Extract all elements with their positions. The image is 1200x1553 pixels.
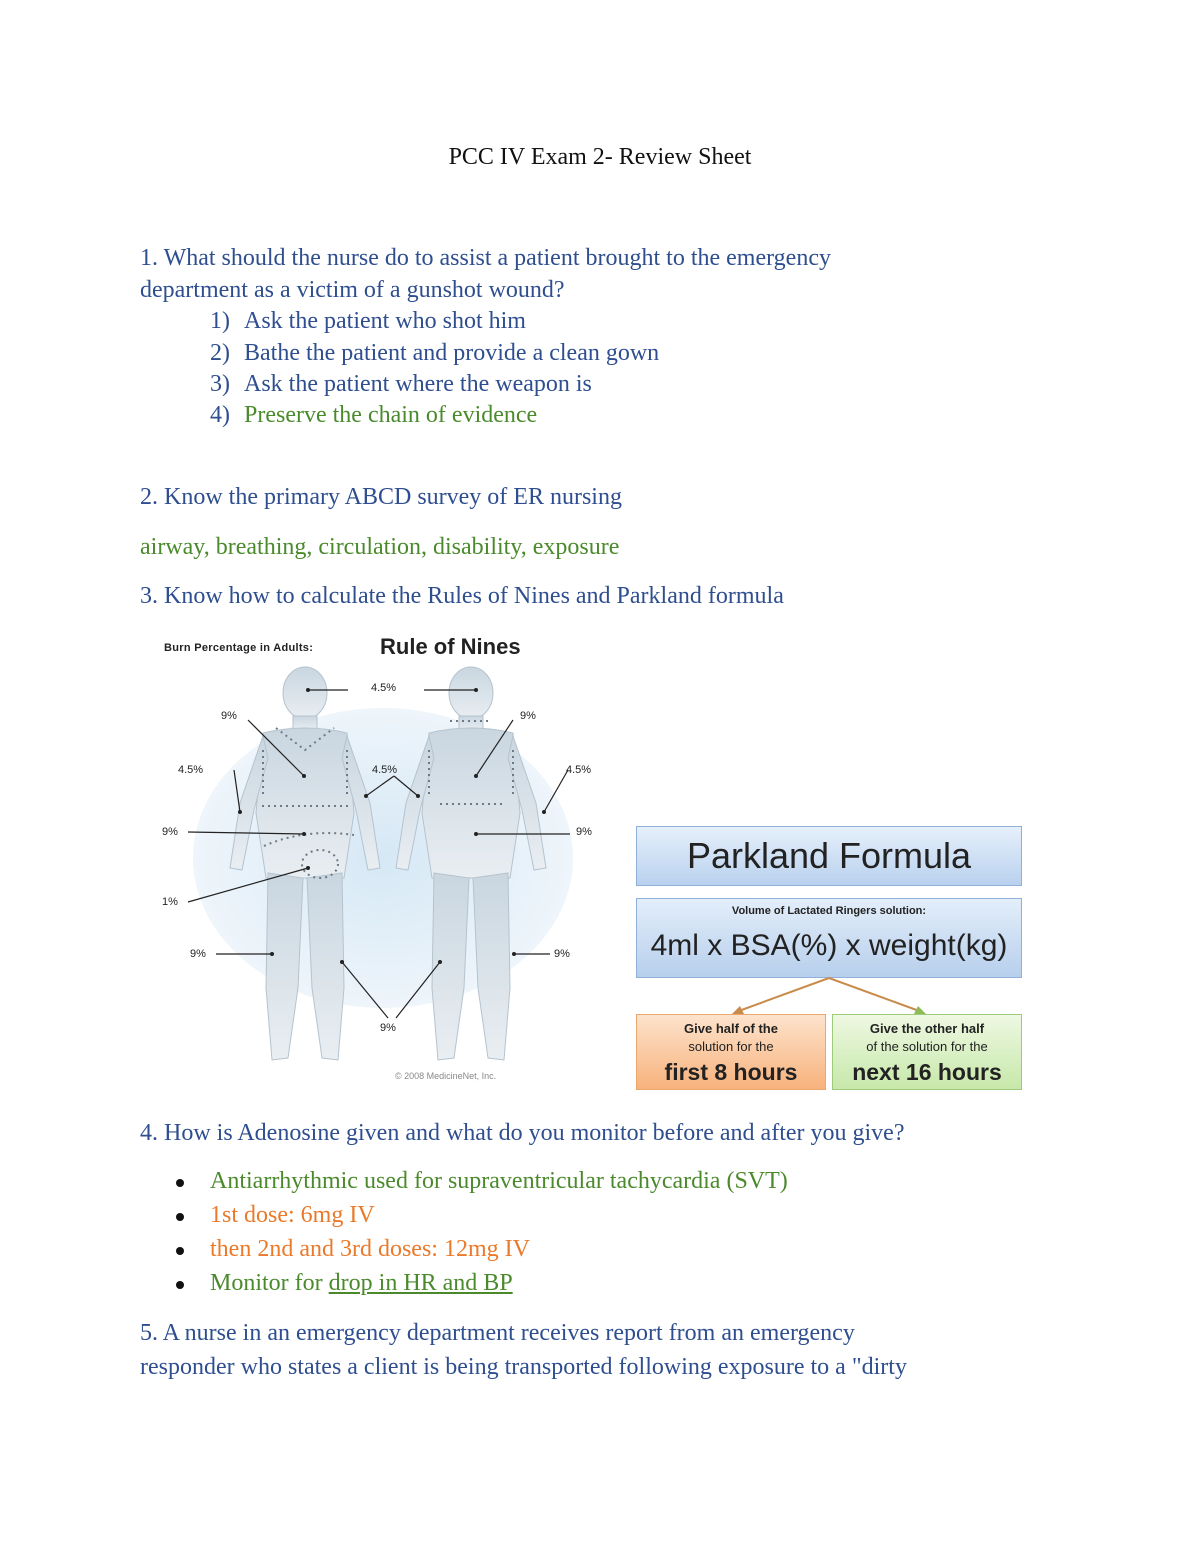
option-text: Preserve the chain of evidence	[244, 402, 538, 428]
q4-bullet-1: Antiarrhythmic used for supraventricular tachycardia (SVT)	[210, 1168, 788, 1194]
label-back-upper-percent: 9%	[520, 710, 536, 722]
option-number: 3)	[210, 371, 230, 397]
rule-of-nines-figure	[158, 628, 608, 1090]
q1-option-1	[210, 308, 526, 335]
q1-option-2	[210, 340, 659, 367]
label-head-percent: 4.5%	[371, 682, 397, 694]
parkland-right-line-1: Give the other half	[869, 1021, 985, 1036]
parkland-right-line-2: of the solution for the	[866, 1039, 988, 1054]
body-diagram	[158, 628, 608, 1090]
option-number: 4)	[210, 402, 230, 428]
question-1-line-1: 1. What should the nurse do to assist a patient brought to the emergency	[140, 245, 831, 271]
bullet-dot	[176, 1281, 184, 1289]
rule-of-nines-heading: Rule of Nines	[380, 634, 521, 659]
question-2: 2. Know the primary ABCD survey of ER nursing	[140, 484, 622, 510]
label-left-leg-percent: 9%	[190, 948, 206, 960]
parkland-arrows	[636, 976, 1022, 1016]
option-text: Ask the patient who shot him	[244, 308, 526, 334]
label-front-chest-percent: 9%	[221, 710, 237, 722]
question-3: 3. Know how to calculate the Rules of Nines and Parkland formula	[140, 583, 784, 609]
label-left-arm-percent: 4.5%	[178, 764, 204, 776]
question-1-line-2: department as a victim of a gunshot wound?	[140, 277, 565, 303]
label-lower-back-percent: 9%	[576, 826, 592, 838]
option-text: Ask the patient where the weapon is	[244, 371, 592, 397]
question-4: 4. How is Adenosine given and what do you monitor before and after you give?	[140, 1120, 905, 1146]
parkland-left-line-1: Give half of the	[684, 1021, 778, 1036]
rule-of-nines-subheading: Burn Percentage in Adults:	[164, 642, 314, 654]
q4-bullet-2: 1st dose: 6mg IV	[210, 1202, 375, 1228]
parkland-formula-box	[636, 898, 1022, 978]
option-number: 1)	[210, 308, 230, 334]
parkland-first-half-box	[636, 1014, 826, 1090]
bullet-dot	[176, 1247, 184, 1255]
parkland-formula: 4ml x BSA(%) x weight(kg)	[650, 929, 1008, 962]
arrow-left	[736, 978, 829, 1012]
arrow-right	[829, 978, 922, 1012]
bullet-prefix: Monitor for	[210, 1270, 329, 1296]
bullet-dot	[176, 1179, 184, 1187]
parkland-left-line-2: solution for the	[688, 1039, 774, 1054]
label-right-arm-percent: 4.5%	[566, 764, 592, 776]
parkland-title: Parkland Formula	[686, 835, 972, 876]
parkland-left-line-3: first 8 hours	[664, 1059, 798, 1085]
question-5-line-2: responder who states a client is being transported following exposure to a "dirty	[140, 1354, 907, 1380]
q4-bullet-3: then 2nd and 3rd doses: 12mg IV	[210, 1236, 530, 1262]
parkland-right-line-3: next 16 hours	[852, 1059, 1002, 1085]
q1-option-4-answer	[210, 402, 537, 429]
label-genital-percent: 1%	[162, 896, 178, 908]
copyright-note: © 2008 MedicineNet, Inc.	[395, 1071, 497, 1081]
label-abdomen-percent: 9%	[162, 826, 178, 838]
label-right-leg-percent: 9%	[554, 948, 570, 960]
parkland-subtitle: Volume of Lactated Ringers solution:	[731, 905, 927, 917]
bullet-dot	[176, 1213, 184, 1221]
option-text: Bathe the patient and provide a clean gown	[244, 340, 660, 366]
label-back-legs-percent: 9%	[380, 1022, 396, 1034]
option-number: 2)	[210, 340, 230, 366]
q1-option-3	[210, 371, 592, 398]
parkland-title-box	[636, 826, 1022, 886]
bullet-underlined: drop in HR and BP	[328, 1270, 513, 1296]
question-2-answer: airway, breathing, circulation, disability, exposure	[140, 534, 620, 560]
question-5-line-1: 5. A nurse in an emergency department receives report from an emergency	[140, 1320, 855, 1346]
q4-bullet-4	[210, 1270, 513, 1297]
parkland-second-half-box	[832, 1014, 1022, 1090]
page-title: PCC IV Exam 2- Review Sheet	[448, 144, 752, 170]
label-center-arms-percent: 4.5%	[372, 764, 398, 776]
